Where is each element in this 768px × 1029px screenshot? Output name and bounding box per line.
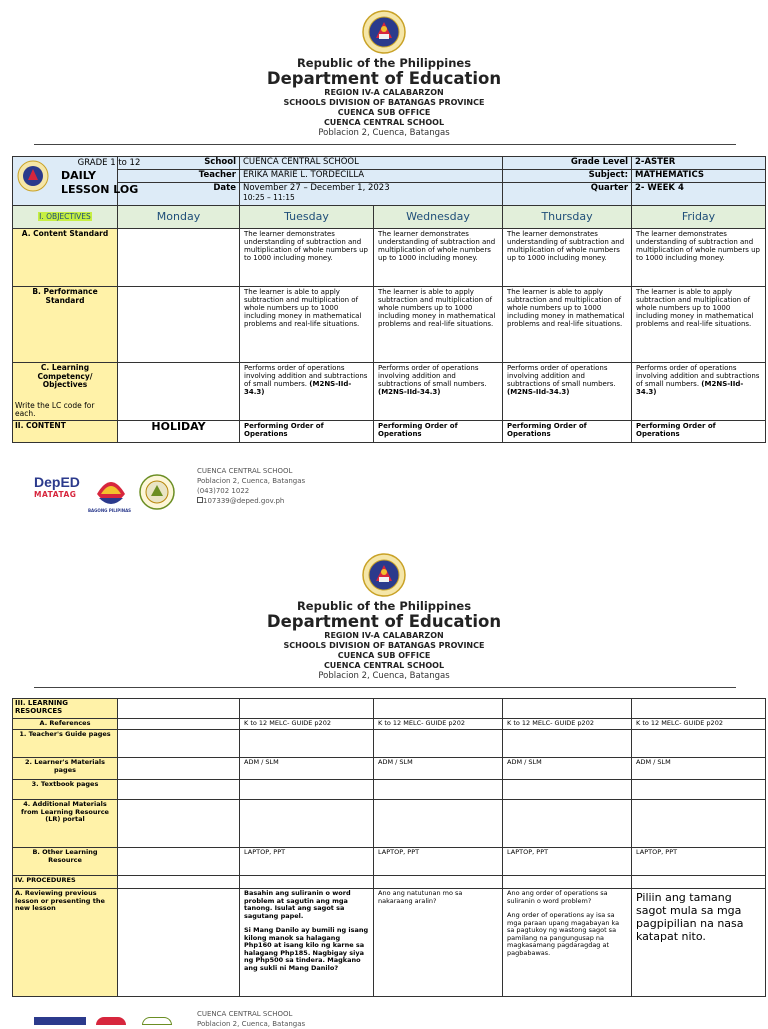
competency-fri-code: (M2NS-IId-34.3) (636, 380, 744, 396)
content-standard-thu: The learner demonstrates understanding of subtraction and multiplication of whole numbers up to 1000 including money. (503, 229, 632, 287)
page1-footer (34, 466, 454, 516)
content-standard-tue: The learner demonstrates understanding of subtraction and multiplication of whole numbers up to 1000 including money. (240, 229, 374, 287)
deped-matatag-logo (34, 474, 86, 510)
suboffice-text: CUENCA SUB OFFICE (337, 108, 431, 117)
day-tuesday: Tuesday (240, 206, 374, 229)
division-text: SCHOOLS DIVISION OF BATANGAS PROVINCE (283, 98, 485, 107)
competency-wed-text: Performs order of operations involving addition and subtractions of small numbers. (378, 364, 487, 388)
competency-thu-code: (M2NS-IId-34.3) (507, 388, 570, 396)
bagong-pilipinas-logo-partial (96, 1017, 126, 1025)
competency-fri (632, 363, 766, 421)
competency-label-cell (13, 363, 118, 421)
page1-header (0, 10, 768, 138)
bagong-pilipinas-text: BAGONG PILIPINAS (88, 508, 132, 513)
competency-tue (240, 363, 374, 421)
learners-tue: ADM / SLM (240, 758, 374, 780)
footer-contact (197, 466, 305, 506)
references-tue: K to 12 MELC- GUIDE p202 (240, 719, 374, 730)
date-label: Date (118, 182, 240, 205)
reviewing-wed: Ano ang natutunan mo sa nakaraang aralin? (374, 889, 503, 997)
subject-value: MATHEMATICS (632, 169, 766, 182)
references-fri: K to 12 MELC- GUIDE p202 (632, 719, 766, 730)
footer-school: CUENCA CENTRAL SCHOOL (197, 467, 293, 475)
teacher-value: ERIKA MARIE L. TORDECILLA (240, 169, 503, 182)
learners-materials-label: 2. Learner's Materials pages (13, 758, 118, 780)
dll-title-daily: DAILY (61, 169, 96, 182)
address-text-2: Poblacion 2, Cuenca, Batangas (318, 671, 450, 681)
reviewing-label: A. Reviewing previous lesson or presenting the new lesson (13, 889, 118, 997)
grade-range: GRADE 1 to 12 (77, 158, 141, 168)
footer-email-row (197, 496, 305, 506)
deped-seal-icon-2 (362, 553, 406, 597)
competency-thu (503, 363, 632, 421)
deped-logo-partial (34, 1017, 86, 1025)
teachers-guide-label: 1. Teacher's Guide pages (13, 730, 118, 758)
other-resource-label: B. Other Learning Resource (13, 848, 118, 876)
textbook-label: 3. Textbook pages (13, 780, 118, 800)
learners-fri: ADM / SLM (632, 758, 766, 780)
reviewing-thu (503, 889, 632, 997)
footer-address: Poblacion 2, Cuenca, Batangas (197, 477, 306, 485)
performance-standard-wed: The learner is able to apply subtraction and multiplication of whole numbers up to 1000 including money in mathematical problems and real-life situations. (374, 287, 503, 363)
content-standard-fri: The learner demonstrates understanding of subtraction and multiplication of whole numbers up to 1000 including money. (632, 229, 766, 287)
competency-tue-code: (M2NS-IId-34.3) (244, 380, 352, 396)
other-fri: LAPTOP, PPT (632, 848, 766, 876)
date-value-cell (240, 182, 503, 205)
competency-mon (118, 363, 240, 421)
school-seal-icon (139, 474, 175, 510)
resources-label: III. LEARNING RESOURCES (13, 699, 118, 719)
header-divider-2 (34, 687, 736, 688)
school-label: School (118, 157, 240, 170)
objectives-label: I. OBJECTIVES (39, 212, 91, 221)
footer-phone: (043)702 1022 (197, 487, 250, 495)
content-label: II. CONTENT (13, 420, 118, 442)
dll-title-lesson-log: LESSON LOG (61, 183, 139, 196)
grade-level-value: 2-ASTER (632, 157, 766, 170)
footer-email: 107339@deped.gov.ph (203, 497, 285, 505)
quarter-value: 2- WEEK 4 (632, 182, 766, 205)
content-fri: Performing Order of Operations (632, 420, 766, 442)
reviewing-tue (240, 889, 374, 997)
competency-wed (374, 363, 503, 421)
address-text: Poblacion 2, Cuenca, Batangas (318, 128, 450, 138)
performance-standard-label: B. Performance Standard (13, 287, 118, 363)
region-text: REGION IV-A CALABARZON (324, 88, 444, 97)
day-thursday: Thursday (503, 206, 632, 229)
day-friday: Friday (632, 206, 766, 229)
deped-seal-icon (362, 10, 406, 54)
content-wed: Performing Order of Operations (374, 420, 503, 442)
competency-wed-code: (M2NS-IId-34.3) (378, 388, 441, 396)
matatag-wordmark: MATATAG (34, 490, 77, 499)
competency-tue-text: Performs order of operations involving addition and subtractions of small numbers. (244, 364, 368, 388)
competency-label: C. Learning Competency/ Objectives (37, 363, 93, 389)
page2-footer (34, 1009, 454, 1028)
bagong-pilipinas-logo-icon (91, 472, 131, 512)
other-tue: LAPTOP, PPT (240, 848, 374, 876)
grade-level-label: Grade Level (503, 157, 632, 170)
reviewing-tue-p1: Basahin ang suliranin o word problem at sagutin ang mga tanong. Isulat ang sagot sa sagutang papel. (244, 889, 351, 920)
department-title-2: Department of Education (266, 612, 502, 631)
competency-note: Write the LC code for each. (15, 400, 95, 418)
content-standard-label: A. Content Standard (13, 229, 118, 287)
school-seal-partial (142, 1017, 172, 1025)
teacher-label: Teacher (118, 169, 240, 182)
competency-thu-text: Performs order of operations involving addition and subtractions of small numbers. (507, 364, 616, 388)
performance-standard-tue: The learner is able to apply subtraction and multiplication of whole numbers up to 1000 including money in mathematical problems and real-life situations. (240, 287, 374, 363)
learners-thu: ADM / SLM (503, 758, 632, 780)
division-text-2: SCHOOLS DIVISION OF BATANGAS PROVINCE (283, 641, 485, 650)
other-wed: LAPTOP, PPT (374, 848, 503, 876)
resources-table (12, 698, 766, 997)
additional-materials-label: 4. Additional Materials from Learning Resource (LR) portal (13, 800, 118, 848)
date-value: November 27 – December 1, 2023 (243, 182, 390, 193)
quarter-label: Quarter (503, 182, 632, 205)
subject-label: Subject: (503, 169, 632, 182)
republic-text: Republic of the Philippines (296, 56, 472, 70)
reviewing-thu-p2: Ang order of operations ay isa sa mga paraan upang magabayan ka sa pagtukoy ng wastong sagot sa pamilang na pangungusap na magkasamang pagdaragdag at pagbabawas. (507, 911, 620, 957)
content-tue: Performing Order of Operations (240, 420, 374, 442)
time-value: 10:25 – 11:15 (243, 192, 295, 202)
content-thu: Performing Order of Operations (503, 420, 632, 442)
objectives-header (13, 206, 118, 229)
procedures-label: IV. PROCEDURES (13, 876, 118, 889)
reviewing-thu-p1: Ano ang order of operations sa suliranin o word problem? (507, 889, 608, 905)
performance-standard-thu: The learner is able to apply subtraction and multiplication of whole numbers up to 1000 including money in mathematical problems and real-life situations. (503, 287, 632, 363)
performance-standard-fri: The learner is able to apply subtraction and multiplication of whole numbers up to 1000 including money in mathematical problems and real-life situations. (632, 287, 766, 363)
competency-fri-text: Performs order of operations involving addition and subtractions of small numbers. (636, 364, 760, 388)
other-thu: LAPTOP, PPT (503, 848, 632, 876)
references-label: A. References (13, 719, 118, 730)
department-title: Department of Education (266, 69, 502, 88)
content-mon-holiday: HOLIDAY (118, 420, 240, 442)
footer-contact-2 (197, 1009, 305, 1029)
school-text-2: CUENCA CENTRAL SCHOOL (323, 661, 445, 670)
content-standard-wed: The learner demonstrates understanding of subtraction and multiplication of whole numbers up to 1000 including money. (374, 229, 503, 287)
content-standard-mon (118, 229, 240, 287)
day-wednesday: Wednesday (374, 206, 503, 229)
references-thu: K to 12 MELC- GUIDE p202 (503, 719, 632, 730)
day-monday: Monday (118, 206, 240, 229)
page2-header (0, 553, 768, 681)
deped-wordmark: DepED (34, 474, 80, 490)
references-wed: K to 12 MELC- GUIDE p202 (374, 719, 503, 730)
dll-title-cell (13, 157, 141, 206)
dll-table (12, 156, 766, 443)
region-text-2: REGION IV-A CALABARZON (324, 631, 444, 640)
performance-standard-mon (118, 287, 240, 363)
reviewing-tue-p2: Si Mang Danilo ay bumili ng isang kilong manok sa halagang Php160 at isang kilo ng karne sa halagang Php185. Nagbigay siya ng Php500 sa tindera. Magkano ang sukli ni Mang Danilo? (244, 926, 369, 972)
learners-wed: ADM / SLM (374, 758, 503, 780)
deped-seal-small-icon (17, 160, 49, 192)
school-text: CUENCA CENTRAL SCHOOL (323, 118, 445, 127)
header-divider (34, 144, 736, 145)
suboffice-text-2: CUENCA SUB OFFICE (337, 651, 431, 660)
footer-address-2: Poblacion 2, Cuenca, Batangas (197, 1020, 306, 1028)
footer-school-2: CUENCA CENTRAL SCHOOL (197, 1010, 293, 1018)
republic-text-2: Republic of the Philippines (296, 599, 472, 613)
school-value: CUENCA CENTRAL SCHOOL (240, 157, 503, 170)
reviewing-fri: Piliin ang tamang sagot mula sa mga pagpipilian na nasa katapat nito. (632, 889, 766, 997)
